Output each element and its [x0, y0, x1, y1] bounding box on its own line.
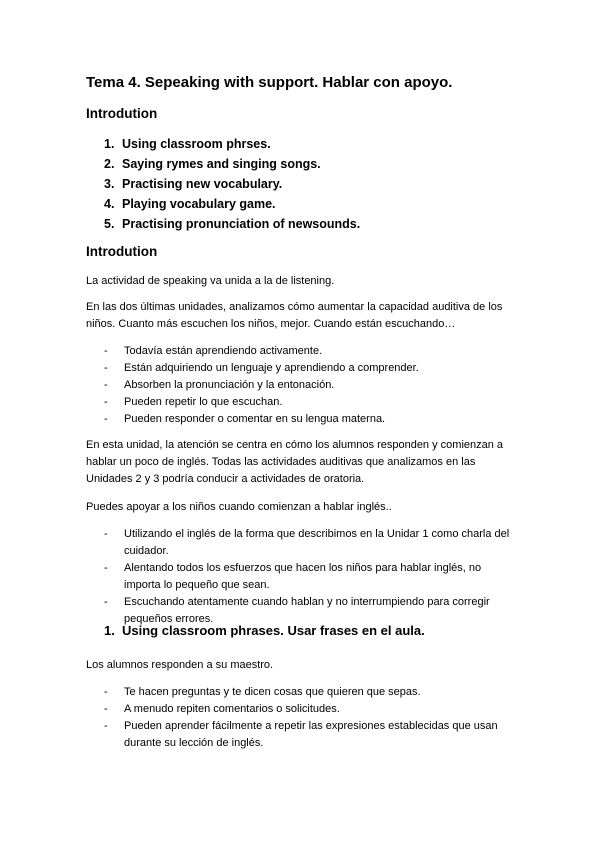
bullet-list — [86, 684, 520, 752]
section-heading-introduction-2: Introdution — [86, 244, 158, 259]
paragraph: En las dos últimas unidades, analizamos cómo aumentar la capacidad auditiva de los niños. Cuanto más escuchen los niños, mejor. Cuando están escuchando… — [86, 301, 503, 330]
paragraph: La actividad de speaking va unida a la de listening. — [86, 275, 335, 287]
topic-list-item: 3. Practising new vocabulary. — [104, 177, 283, 191]
bullet-item: - Pueden aprender fácilmente a repetir las expresiones establecidas que usan durante su lección de inglés. — [86, 718, 520, 752]
bullet-item: - Pueden responder o comentar en su lengua materna. — [86, 411, 520, 428]
bullet-list — [86, 343, 520, 428]
topic-list-item: 5. Practising pronunciation of newsounds. — [104, 217, 361, 231]
bullet-list — [86, 526, 520, 628]
bullet-item: - Alentando todos los esfuerzos que hacen los niños para hablar inglés, no importa lo pequeño que sean. — [86, 560, 520, 594]
bullet-item: - Te hacen preguntas y te dicen cosas que quieren que sepas. — [86, 684, 520, 701]
paragraph: Puedes apoyar a los niños cuando comienzan a hablar inglés.. — [86, 501, 392, 513]
bullet-item: - Están adquiriendo un lenguaje y aprendiendo a comprender. — [86, 360, 520, 377]
bullet-item: - Escuchando atentamente cuando hablan y no interrumpiendo para corregir pequeños errores. — [86, 594, 520, 628]
bullet-item: - A menudo repiten comentarios o solicitudes. — [86, 701, 520, 718]
bullet-item: - Absorben la pronunciación y la entonación. — [86, 377, 520, 394]
topic-list-item: 1. Using classroom phrses. — [104, 137, 271, 151]
paragraph: Los alumnos responden a su maestro. — [86, 659, 274, 671]
bullet-item: - Pueden repetir lo que escuchan. — [86, 394, 520, 411]
topic-list — [86, 134, 520, 234]
paragraph: En esta unidad, la atención se centra en cómo los alumnos responden y comienzan a hablar un poco de inglés. Todas las actividades auditivas que analizamos en las Unidades 2 y 3 podría conducir a actividades de oratoria. — [86, 439, 504, 485]
topic-list-item: 2. Saying rymes and singing songs. — [104, 157, 321, 171]
topic-list-item: 4. Playing vocabulary game. — [104, 197, 276, 211]
bullet-item: - Utilizando el inglés de la forma que describimos en la Unidar 1 como charla del cuidador. — [86, 526, 520, 560]
section-heading-introduction: Introdution — [86, 106, 158, 121]
bullet-item: - Todavía están aprendiendo activamente. — [86, 343, 520, 360]
document-title: Tema 4. Sepeaking with support. Hablar con apoyo. — [86, 74, 453, 91]
section-heading-classroom-phrases: 1. Using classroom phrases. Usar frases en el aula. — [104, 623, 425, 638]
